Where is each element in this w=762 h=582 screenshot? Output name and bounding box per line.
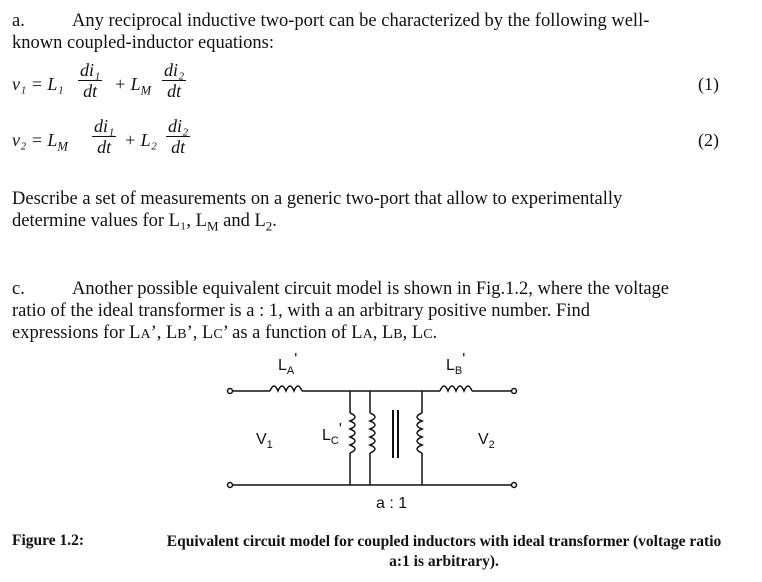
figure-caption-line2: a:1 is arbitrary). xyxy=(389,553,499,570)
figure-caption xyxy=(134,532,754,572)
eq2-den2: dt xyxy=(171,137,186,157)
lb-label xyxy=(446,351,465,377)
v2-label-sub: 2 xyxy=(488,439,495,451)
lb-label-text: L xyxy=(446,357,455,374)
lc-label xyxy=(322,421,342,447)
eq2-lhs-text: v₂ = L xyxy=(12,130,58,150)
part-c-label: c. xyxy=(12,279,25,299)
part-a-line2: known coupled-inductor equations: xyxy=(12,33,275,53)
la-label-sub: A xyxy=(286,365,295,377)
part-a-label: a. xyxy=(12,11,25,31)
eq1-den1: dt xyxy=(83,81,98,101)
lc-label-sub: C xyxy=(330,435,339,447)
la-label-prime: ' xyxy=(294,351,298,368)
la-label-text: L xyxy=(278,357,287,374)
transformer-secondary-coil xyxy=(417,413,422,453)
eq1-num1: di₁ xyxy=(80,60,101,80)
inductor-lb-coil xyxy=(440,386,472,391)
terminal-2-bottom xyxy=(512,483,517,488)
figure-caption-line1: Equivalent circuit model for coupled inductors with ideal transformer (voltage ratio xyxy=(166,533,722,550)
eq2-lhs-sub: M xyxy=(57,139,68,154)
eq1-den2: dt xyxy=(167,81,182,101)
lc-label-text: L xyxy=(322,427,331,444)
eq2-number: (2) xyxy=(698,130,719,150)
v1-label xyxy=(256,431,273,451)
lb-label-sub: B xyxy=(454,365,463,377)
part-c-line1: Another possible equivalent circuit model is shown in Fig.1.2, where the voltage xyxy=(72,279,670,299)
eq2-mid: + L₂ xyxy=(124,130,157,150)
la-label xyxy=(278,351,297,377)
v1-label-text: V xyxy=(256,431,267,448)
ratio-label: a : 1 xyxy=(376,495,408,512)
describe-line1: Describe a set of measurements on a generic two-port that allow to experimentally xyxy=(12,189,623,209)
inductor-lc-coil xyxy=(350,413,355,453)
eq2-den1: dt xyxy=(97,137,112,157)
terminal-2-top xyxy=(512,389,517,394)
part-c-line3: expressions for LA’, LB’, LC’ as a function of LA, LB, LC. xyxy=(12,323,438,343)
eq1-lhs: v₁ = L₁ xyxy=(12,74,64,94)
v2-label-text: V xyxy=(478,431,489,448)
figure-label: Figure 1.2: xyxy=(12,532,85,549)
eq2-num1: di₁ xyxy=(94,116,115,136)
transformer-primary-coil xyxy=(370,413,375,453)
lb-label-prime: ' xyxy=(462,351,466,368)
eq2-num2: di₂ xyxy=(168,116,189,136)
describe-line2: determine values for L₁, $L_M$ and $L_2$. xyxy=(12,211,277,234)
eq1-mid-text: + L xyxy=(114,74,141,94)
eq1-mid-sub: M xyxy=(140,83,152,98)
v1-label-sub: 1 xyxy=(266,439,273,451)
eq1-num2: di₂ xyxy=(164,60,185,80)
terminal-1-top xyxy=(228,389,233,394)
part-c-line2: ratio of the ideal transformer is a : 1, with a an arbitrary positive number. Find xyxy=(12,301,590,321)
inductor-la-coil xyxy=(270,386,302,391)
eq1-number: (1) xyxy=(698,74,719,94)
terminal-1-bottom xyxy=(228,483,233,488)
describe-line2-text: determine values for L₁, L xyxy=(12,211,207,231)
lc-label-prime: ' xyxy=(338,421,342,438)
v2-label xyxy=(478,431,495,451)
part-a-line1: Any reciprocal inductive two-port can be characterized by the following well- xyxy=(72,11,650,31)
part-c-line3-text: expressions for L xyxy=(12,323,141,343)
